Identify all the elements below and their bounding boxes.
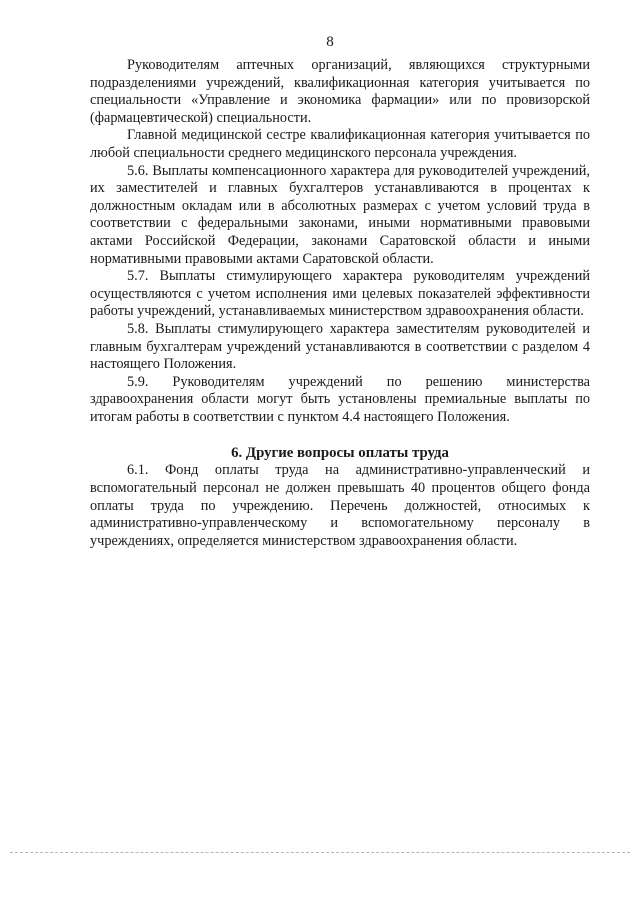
paragraph-6-1: 6.1. Фонд оплаты труда на административно-управленческий и вспомогательный персонал не должен превышать 40 процентов общего фонда оплаты труда по учреждению. Перечень должностей, относимых к административно-управленческому и вспомогательному персоналу в учреждениях, определяется министерством здравоохранения области. (90, 462, 590, 549)
section-heading-6: 6. Другие вопросы оплаты труда (231, 445, 449, 462)
paragraph-pharmacy-heads: Руководителям аптечных организаций, являющихся структурными подразделениями учреждений, квалификационная категория учитывается по специальности «Управление и экономика фармации» или по провизорской (фармацевтической) специальности. (90, 57, 590, 126)
paragraph-5-8: 5.8. Выплаты стимулирующего характера заместителям руководителей и главным бухгалтерам учреждений устанавливаются в соответствии с разделом 4 настоящего Положения. (90, 320, 590, 373)
paragraph-head-nurse: Главной медицинской сестре квалификационная категория учитывается по любой специальности среднего медицинского персонала учреждения. (90, 127, 590, 161)
paragraph-5-6: 5.6. Выплаты компенсационного характера для руководителей учреждений, их заместителей и главных бухгалтеров устанавливаются в процентах к должностным окладам или в абсолютных размерах с учетом условий труда в соответствии с федеральными законами, иными нормативными правовыми актами Российской Федерации, законами Саратовской области и иными нормативными правовыми актами Саратовской области. (90, 162, 590, 267)
scan-footer-line (10, 852, 630, 853)
page-number: 8 (326, 34, 334, 50)
paragraph-5-7: 5.7. Выплаты стимулирующего характера руководителям учреждений осуществляются с учетом исполнения ими целевых показателей эффективности работы учреждений, устанавливаемых министерством здравоохранения области. (90, 268, 590, 320)
document-body (90, 57, 590, 550)
paragraph-5-9: 5.9. Руководителям учреждений по решению министерства здравоохранения области могут быть установлены премиальные выплаты по итогам работы в соответствии с пунктом 4.4 настоящего Положения. (90, 373, 590, 425)
